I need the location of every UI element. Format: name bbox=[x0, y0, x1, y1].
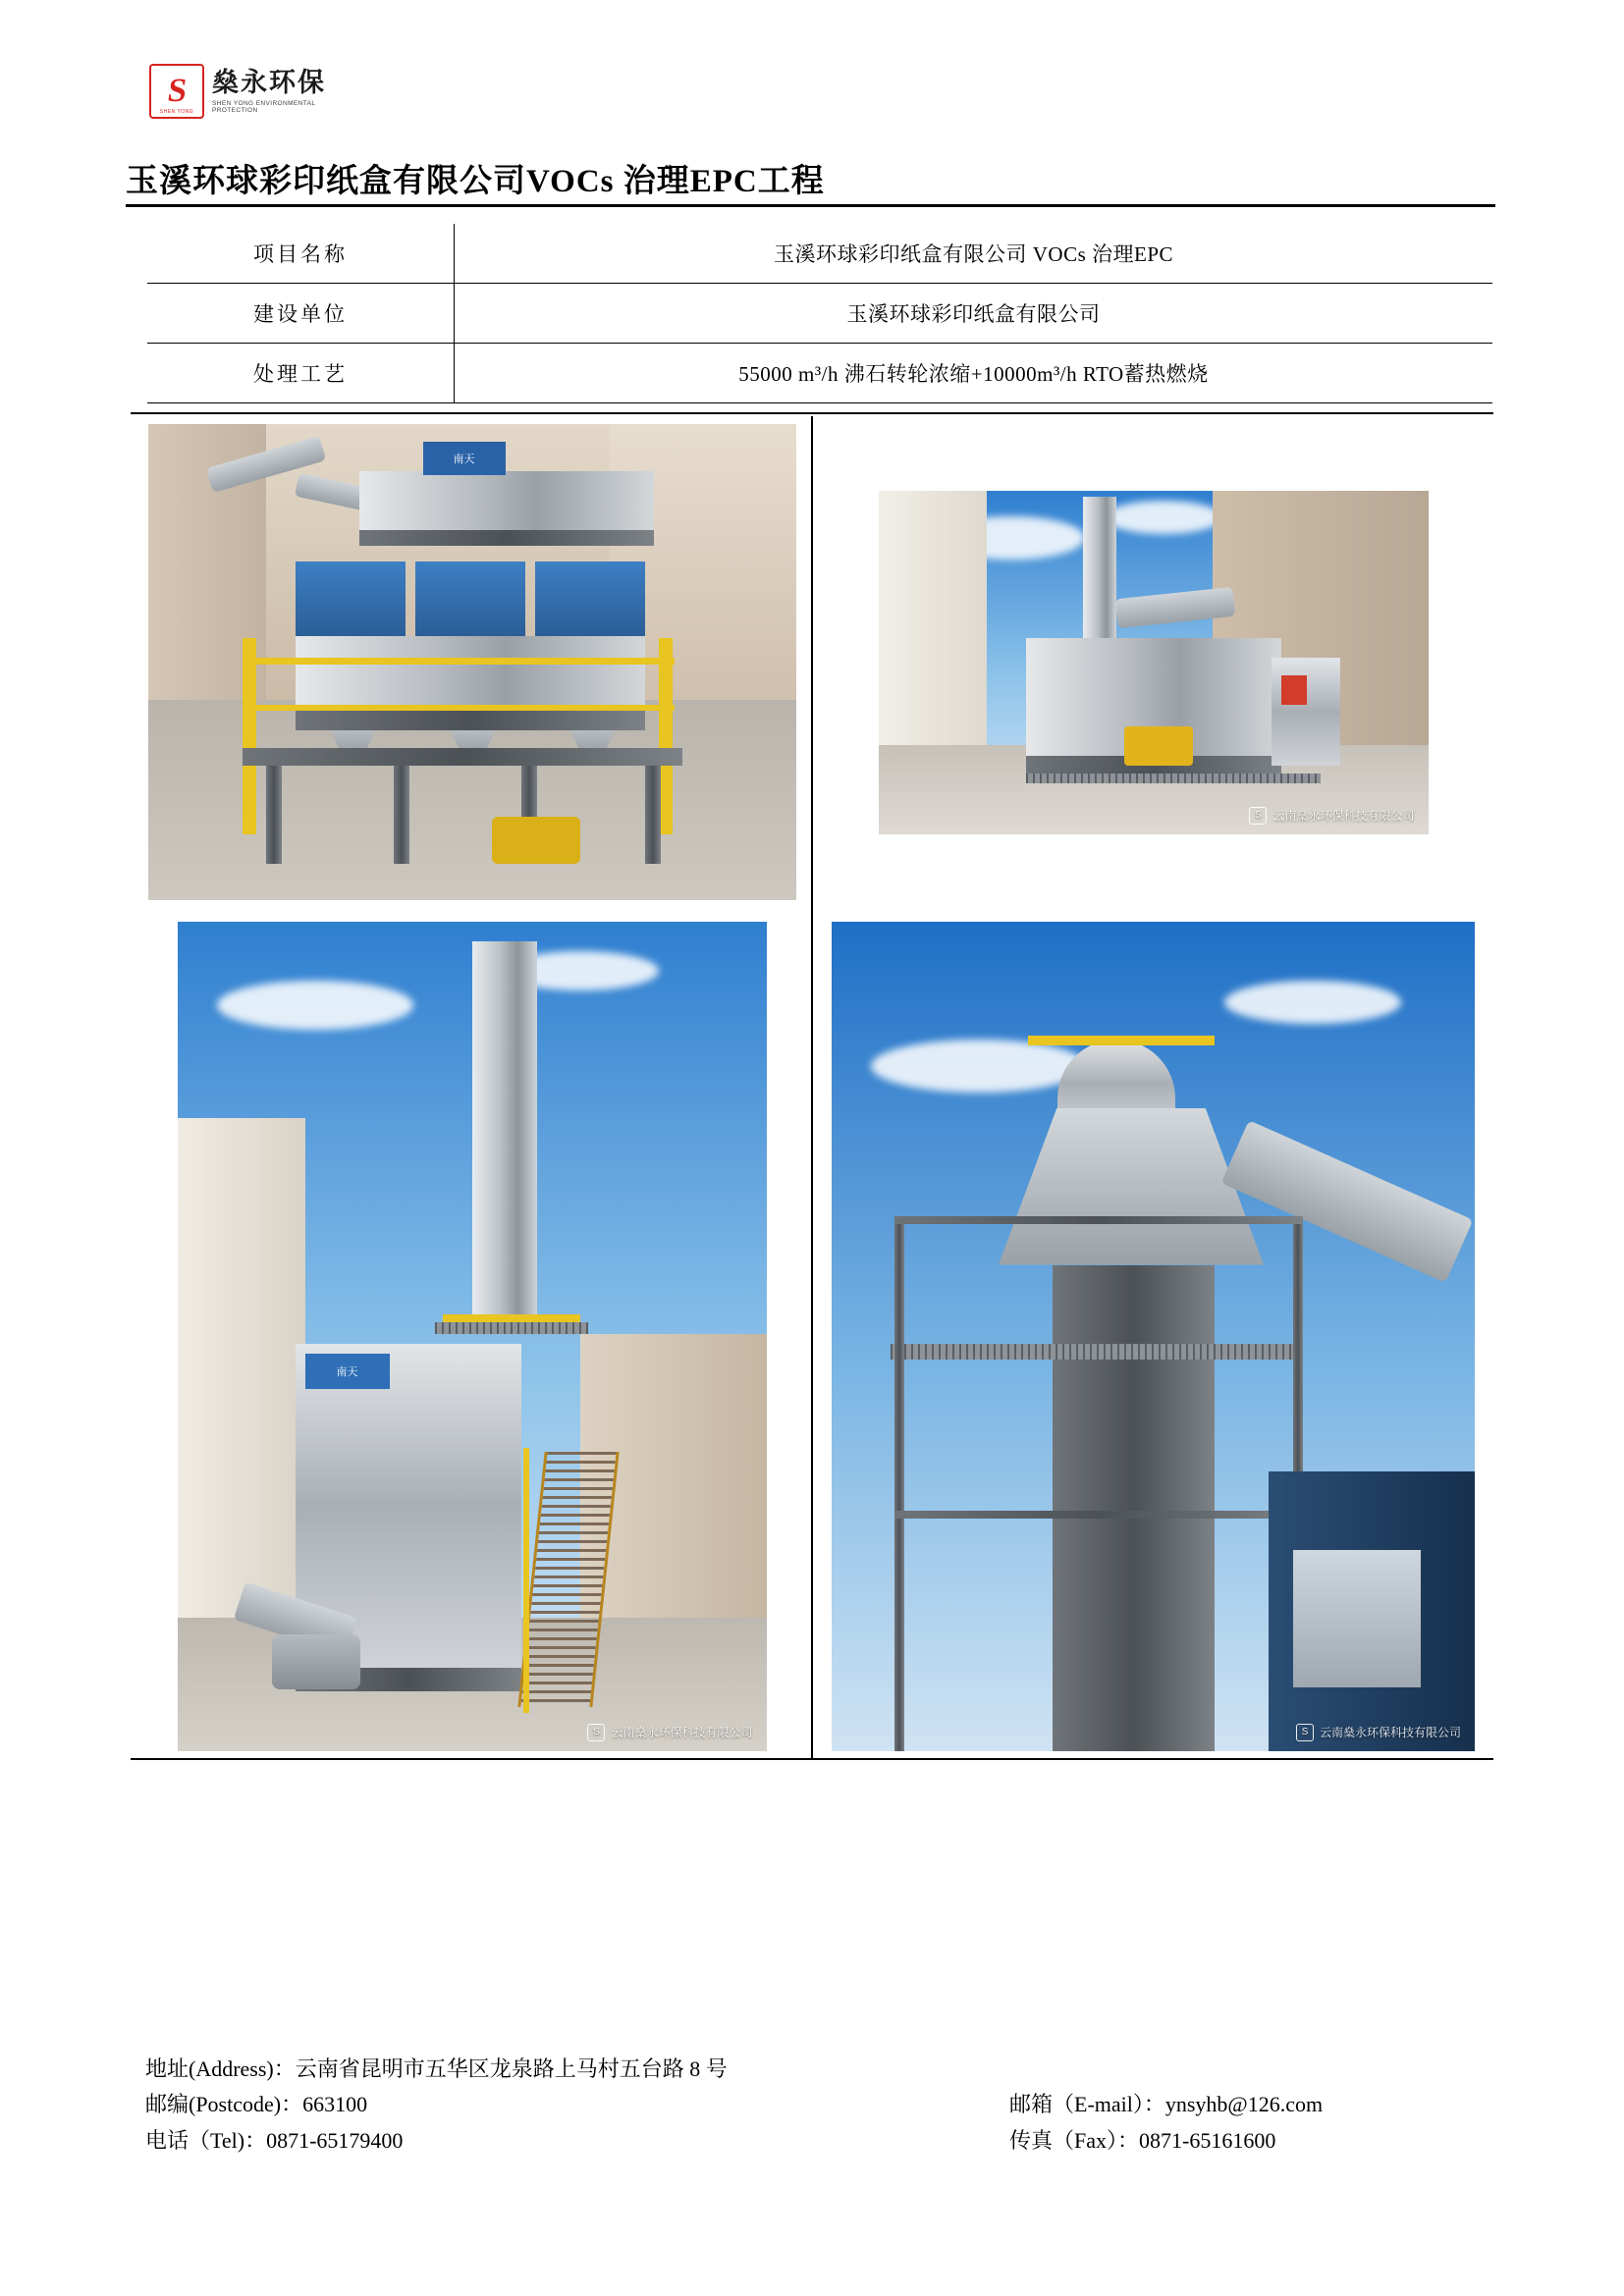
photo4-frame-mid bbox=[894, 1511, 1303, 1519]
photo4-watermark bbox=[1296, 1724, 1461, 1741]
photo2-side-unit bbox=[1272, 658, 1340, 766]
photo4-top-rail bbox=[1028, 1036, 1215, 1045]
photo3-cloud-1 bbox=[217, 981, 413, 1030]
photo-row-top bbox=[131, 414, 1493, 910]
logo-text bbox=[212, 69, 355, 115]
photo1-rail-mid bbox=[243, 705, 675, 711]
photo1-column-4 bbox=[645, 766, 661, 864]
photo1-unit-2 bbox=[415, 561, 525, 636]
photo1-unit-bodies bbox=[296, 636, 645, 705]
watermark-text: 云南燊永环保科技有限公司 bbox=[1319, 1726, 1461, 1739]
photo4-frame-post-left bbox=[894, 1216, 904, 1751]
photo1-rail-top bbox=[243, 658, 675, 665]
photo-stack-and-tower bbox=[178, 922, 767, 1751]
watermark-logo-icon: S bbox=[1296, 1724, 1314, 1741]
row-label-process: 处理工艺 bbox=[147, 344, 455, 403]
photo-platform-low-angle bbox=[832, 922, 1475, 1751]
footer-postcode-value: 663100 bbox=[302, 2092, 368, 2117]
photo2-warning-sign bbox=[1281, 675, 1307, 705]
photo1-rail-right bbox=[659, 638, 673, 834]
logo-mark-letter: S bbox=[165, 73, 189, 109]
footer-address bbox=[145, 2052, 1009, 2087]
page-title: 玉溪环球彩印纸盒有限公司VOCs 治理EPC工程 bbox=[126, 164, 825, 199]
footer-tel-value: 0871-65179400 bbox=[266, 2127, 404, 2153]
logo-mark-icon bbox=[149, 64, 204, 119]
photo1-unit-3 bbox=[535, 561, 645, 636]
photo2-stack bbox=[1083, 497, 1116, 644]
footer-fax bbox=[1009, 2123, 1275, 2159]
photo3-watermark bbox=[587, 1724, 752, 1741]
photo4-cloud-2 bbox=[1224, 981, 1401, 1024]
photo-rto-equipment bbox=[879, 491, 1429, 834]
photo3-stack-platform-rail bbox=[443, 1314, 580, 1322]
photo4-frame-top bbox=[894, 1216, 1303, 1224]
footer-address-value: 云南省昆明市五华区龙泉路上马村五台路 8 号 bbox=[295, 2056, 728, 2081]
photo1-header-duct bbox=[359, 471, 654, 530]
photo2-watermark bbox=[1249, 807, 1414, 825]
photo1-rail-left bbox=[243, 638, 256, 834]
photo-grid bbox=[131, 412, 1493, 1760]
logo-company-name-cn: 燊永环保 bbox=[212, 67, 326, 97]
footer-fax-value: 0871-65161600 bbox=[1139, 2127, 1276, 2153]
photo2-walkway bbox=[1026, 774, 1321, 783]
footer-email bbox=[1009, 2087, 1323, 2122]
row-label-project-name: 项目名称 bbox=[147, 224, 455, 284]
footer-tel-label: 电话（Tel)： bbox=[145, 2127, 267, 2153]
footer-email-label: 邮箱（E-mail）： bbox=[1009, 2092, 1165, 2117]
table-row bbox=[147, 344, 1492, 403]
footer-contact bbox=[145, 2052, 1500, 2159]
photo3-fan bbox=[272, 1634, 360, 1689]
footer-postcode bbox=[145, 2087, 1009, 2122]
watermark-logo-icon: S bbox=[1249, 807, 1267, 825]
row-value-construction-unit: 玉溪环球彩印纸盒有限公司 bbox=[455, 284, 1493, 344]
row-label-construction-unit: 建设单位 bbox=[147, 284, 455, 344]
footer-tel-line bbox=[145, 2123, 1500, 2159]
photo3-stair-rail bbox=[523, 1448, 529, 1713]
watermark-text: 云南燊永环保科技有限公司 bbox=[1272, 809, 1415, 823]
photo4-cloud-1 bbox=[871, 1040, 1087, 1093]
watermark-text: 云南燊永环保科技有限公司 bbox=[611, 1726, 753, 1739]
photo1-brand-plate: 南天 bbox=[423, 442, 506, 475]
company-logo bbox=[149, 61, 355, 122]
footer-address-label: 地址(Address)： bbox=[145, 2056, 296, 2081]
photo-cell-4 bbox=[813, 910, 1493, 1762]
photo1-yellow-equipment bbox=[492, 817, 580, 864]
photo4-platform-deck bbox=[891, 1344, 1303, 1360]
row-value-process: 55000 m³/h 沸石转轮浓缩+10000m³/h RTO蓄热燃烧 bbox=[455, 344, 1493, 403]
photo2-cloud-2 bbox=[1105, 501, 1222, 534]
footer-email-value[interactable]: ynsyhb@126.com bbox=[1164, 2092, 1324, 2117]
footer-postcode-label: 邮编(Postcode)： bbox=[145, 2092, 303, 2117]
photo1-unit-1 bbox=[296, 561, 406, 636]
photo-row-bottom bbox=[131, 910, 1493, 1762]
photo2-yellow-unit bbox=[1124, 726, 1193, 766]
photo1-column-2 bbox=[394, 766, 409, 864]
photo3-stack bbox=[472, 941, 537, 1334]
watermark-logo-icon: S bbox=[587, 1724, 605, 1741]
footer-address-line bbox=[145, 2052, 1500, 2087]
row-value-project-name: 玉溪环球彩印纸盒有限公司 VOCs 治理EPC bbox=[455, 224, 1493, 284]
photo1-column-1 bbox=[266, 766, 282, 864]
photo3-stack-platform bbox=[435, 1322, 588, 1334]
logo-company-name-en: SHEN YONG ENVIRONMENTAL PROTECTION bbox=[212, 100, 316, 115]
photo1-platform-deck bbox=[243, 748, 682, 766]
photo1-header-duct-shadow bbox=[359, 530, 654, 546]
table-row bbox=[147, 284, 1492, 344]
footer-postcode-line bbox=[145, 2087, 1500, 2122]
title-divider bbox=[126, 204, 1495, 207]
photo-zeolite-rotor-units bbox=[148, 424, 796, 900]
photo4-column bbox=[1053, 1265, 1215, 1751]
photo-cell-2 bbox=[813, 414, 1493, 910]
photo-cell-3 bbox=[131, 910, 813, 1762]
footer-fax-label: 传真（Fax）： bbox=[1009, 2127, 1140, 2153]
photo3-brand-plate: 南天 bbox=[305, 1354, 390, 1389]
photo-cell-1 bbox=[131, 414, 813, 910]
table-row bbox=[147, 224, 1492, 284]
photo4-building-panel bbox=[1293, 1550, 1421, 1687]
logo-mark-subtext: SHEN YONG bbox=[159, 109, 194, 115]
project-info-table bbox=[147, 224, 1492, 403]
footer-tel bbox=[145, 2123, 1009, 2159]
